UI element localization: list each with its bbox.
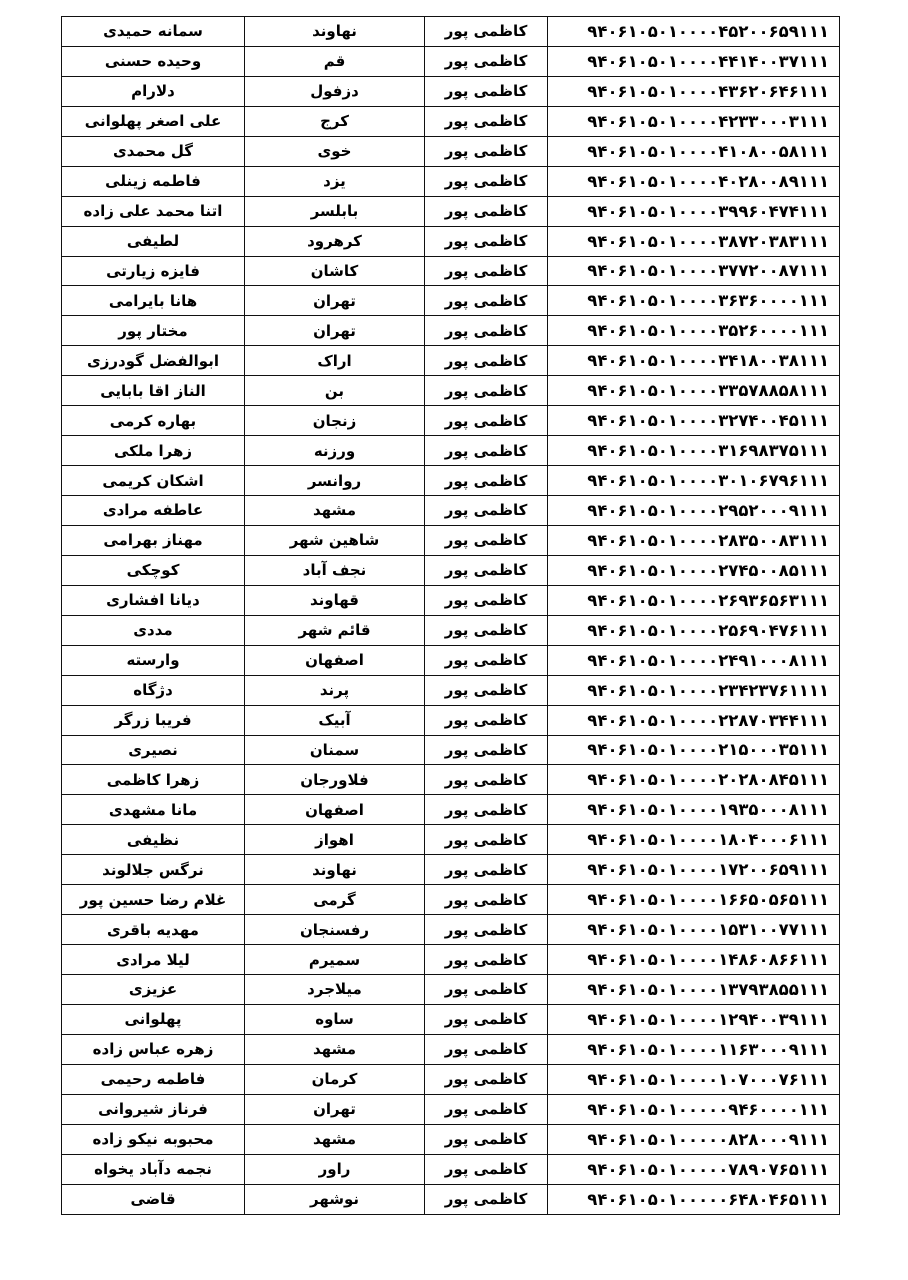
name-cell: دژگاه xyxy=(62,675,245,705)
table-row xyxy=(62,705,840,735)
code-cell: ۹۴۰۶۱۰۵۰۱۰۰۰۰۰۹۴۶۰۰۰۰۱۱۱ xyxy=(548,1094,840,1124)
table-row xyxy=(62,256,840,286)
family-cell: کاظمی پور xyxy=(425,106,548,136)
name-cell: مختار پور xyxy=(62,316,245,346)
table-row xyxy=(62,945,840,975)
city-cell: اراک xyxy=(245,346,425,376)
family-cell: کاظمی پور xyxy=(425,466,548,496)
city-cell: پرند xyxy=(245,675,425,705)
code-cell: ۹۴۰۶۱۰۵۰۱۰۰۰۰۱۹۳۵۰۰۰۸۱۱۱ xyxy=(548,795,840,825)
table-row xyxy=(62,1094,840,1124)
name-cell: فرناز شیروانی xyxy=(62,1094,245,1124)
code-cell: ۹۴۰۶۱۰۵۰۱۰۰۰۰۴۲۳۳۰۰۰۳۱۱۱ xyxy=(548,106,840,136)
table-row xyxy=(62,46,840,76)
family-cell: کاظمی پور xyxy=(425,555,548,585)
name-cell: نظیفی xyxy=(62,825,245,855)
city-cell: کرج xyxy=(245,106,425,136)
code-cell: ۹۴۰۶۱۰۵۰۱۰۰۰۰۲۱۵۰۰۰۳۵۱۱۱ xyxy=(548,735,840,765)
table-row xyxy=(62,735,840,765)
city-cell: قم xyxy=(245,46,425,76)
family-cell: کاظمی پور xyxy=(425,1124,548,1154)
name-cell: هانا بایرامی xyxy=(62,286,245,316)
table-row xyxy=(62,136,840,166)
family-cell: کاظمی پور xyxy=(425,376,548,406)
code-cell: ۹۴۰۶۱۰۵۰۱۰۰۰۰۳۶۳۶۰۰۰۰۱۱۱ xyxy=(548,286,840,316)
code-cell: ۹۴۰۶۱۰۵۰۱۰۰۰۰۲۹۵۲۰۰۰۹۱۱۱ xyxy=(548,496,840,526)
table-row xyxy=(62,196,840,226)
city-cell: اصفهان xyxy=(245,645,425,675)
name-cell: مهدیه باقری xyxy=(62,915,245,945)
code-cell: ۹۴۰۶۱۰۵۰۱۰۰۰۰۲۰۲۸۰۸۴۵۱۱۱ xyxy=(548,765,840,795)
code-cell: ۹۴۰۶۱۰۵۰۱۰۰۰۰۱۱۶۳۰۰۰۹۱۱۱ xyxy=(548,1034,840,1064)
city-cell: کرهرود xyxy=(245,226,425,256)
table-row xyxy=(62,1004,840,1034)
name-cell: قاضی xyxy=(62,1184,245,1214)
code-cell: ۹۴۰۶۱۰۵۰۱۰۰۰۰۲۳۴۲۳۷۶۱۱۱۱ xyxy=(548,675,840,705)
name-cell: کوچکی xyxy=(62,555,245,585)
code-cell: ۹۴۰۶۱۰۵۰۱۰۰۰۰۳۱۶۹۸۳۷۵۱۱۱ xyxy=(548,436,840,466)
city-cell: میلاجرد xyxy=(245,975,425,1005)
family-cell: کاظمی پور xyxy=(425,1094,548,1124)
table-row xyxy=(62,316,840,346)
city-cell: شاهین شهر xyxy=(245,525,425,555)
code-cell: ۹۴۰۶۱۰۵۰۱۰۰۰۰۳۳۵۷۸۸۵۸۱۱۱ xyxy=(548,376,840,406)
table-row xyxy=(62,1124,840,1154)
table-row xyxy=(62,1184,840,1214)
family-cell: کاظمی پور xyxy=(425,196,548,226)
city-cell: بن xyxy=(245,376,425,406)
code-cell: ۹۴۰۶۱۰۵۰۱۰۰۰۰۴۴۱۴۰۰۳۷۱۱۱ xyxy=(548,46,840,76)
table-row xyxy=(62,286,840,316)
name-cell: دلارام xyxy=(62,76,245,106)
city-cell: اهواز xyxy=(245,825,425,855)
table-row xyxy=(62,496,840,526)
table-row xyxy=(62,585,840,615)
code-cell: ۹۴۰۶۱۰۵۰۱۰۰۰۰۳۲۷۴۰۰۴۵۱۱۱ xyxy=(548,406,840,436)
name-cell: لیلا مرادی xyxy=(62,945,245,975)
code-cell: ۹۴۰۶۱۰۵۰۱۰۰۰۰۲۷۴۵۰۰۸۵۱۱۱ xyxy=(548,555,840,585)
city-cell: گرمی xyxy=(245,885,425,915)
family-cell: کاظمی پور xyxy=(425,226,548,256)
table-row xyxy=(62,825,840,855)
family-cell: کاظمی پور xyxy=(425,525,548,555)
city-cell: مشهد xyxy=(245,1034,425,1064)
code-cell: ۹۴۰۶۱۰۵۰۱۰۰۰۰۲۲۸۷۰۳۴۴۱۱۱ xyxy=(548,705,840,735)
code-cell: ۹۴۰۶۱۰۵۰۱۰۰۰۰۱۷۲۰۰۶۵۹۱۱۱ xyxy=(548,855,840,885)
code-cell: ۹۴۰۶۱۰۵۰۱۰۰۰۰۳۸۷۲۰۳۸۳۱۱۱ xyxy=(548,226,840,256)
table-row xyxy=(62,675,840,705)
city-cell: سمنان xyxy=(245,735,425,765)
name-cell: الناز اقا بابایی xyxy=(62,376,245,406)
name-cell: محبوبه نیکو زاده xyxy=(62,1124,245,1154)
code-cell: ۹۴۰۶۱۰۵۰۱۰۰۰۰۲۸۳۵۰۰۸۳۱۱۱ xyxy=(548,525,840,555)
family-cell: کاظمی پور xyxy=(425,1034,548,1064)
city-cell: خوی xyxy=(245,136,425,166)
family-cell: کاظمی پور xyxy=(425,615,548,645)
family-cell: کاظمی پور xyxy=(425,256,548,286)
code-cell: ۹۴۰۶۱۰۵۰۱۰۰۰۰۳۷۷۲۰۰۸۷۱۱۱ xyxy=(548,256,840,286)
name-cell: مددی xyxy=(62,615,245,645)
code-cell: ۹۴۰۶۱۰۵۰۱۰۰۰۰۳۴۱۸۰۰۳۸۱۱۱ xyxy=(548,346,840,376)
code-cell: ۹۴۰۶۱۰۵۰۱۰۰۰۰۴۰۲۸۰۰۸۹۱۱۱ xyxy=(548,166,840,196)
family-cell: کاظمی پور xyxy=(425,406,548,436)
code-cell: ۹۴۰۶۱۰۵۰۱۰۰۰۰۱۸۰۴۰۰۰۶۱۱۱ xyxy=(548,825,840,855)
name-cell: غلام رضا حسین پور xyxy=(62,885,245,915)
city-cell: فلاورجان xyxy=(245,765,425,795)
code-cell: ۹۴۰۶۱۰۵۰۱۰۰۰۰۰۸۲۸۰۰۰۹۱۱۱ xyxy=(548,1124,840,1154)
table-row xyxy=(62,406,840,436)
code-cell: ۹۴۰۶۱۰۵۰۱۰۰۰۰۰۶۴۸۰۴۶۵۱۱۱ xyxy=(548,1184,840,1214)
family-cell: کاظمی پور xyxy=(425,1064,548,1094)
code-cell: ۹۴۰۶۱۰۵۰۱۰۰۰۰۱۴۸۶۰۸۶۶۱۱۱ xyxy=(548,945,840,975)
city-cell: نوشهر xyxy=(245,1184,425,1214)
family-cell: کاظمی پور xyxy=(425,136,548,166)
family-cell: کاظمی پور xyxy=(425,585,548,615)
family-cell: کاظمی پور xyxy=(425,945,548,975)
code-cell: ۹۴۰۶۱۰۵۰۱۰۰۰۰۳۵۲۶۰۰۰۰۱۱۱ xyxy=(548,316,840,346)
name-cell: دیانا افشاری xyxy=(62,585,245,615)
code-cell: ۹۴۰۶۱۰۵۰۱۰۰۰۰۱۳۷۹۳۸۵۵۱۱۱ xyxy=(548,975,840,1005)
city-cell: کاشان xyxy=(245,256,425,286)
family-cell: کاظمی پور xyxy=(425,885,548,915)
code-cell: ۹۴۰۶۱۰۵۰۱۰۰۰۰۱۵۳۱۰۰۷۷۱۱۱ xyxy=(548,915,840,945)
family-cell: کاظمی پور xyxy=(425,735,548,765)
code-cell: ۹۴۰۶۱۰۵۰۱۰۰۰۰۲۴۹۱۰۰۰۸۱۱۱ xyxy=(548,645,840,675)
city-cell: نهاوند xyxy=(245,855,425,885)
table-row xyxy=(62,975,840,1005)
code-cell: ۹۴۰۶۱۰۵۰۱۰۰۰۰۰۷۸۹۰۷۶۵۱۱۱ xyxy=(548,1154,840,1184)
city-cell: ورزنه xyxy=(245,436,425,466)
table-row xyxy=(62,765,840,795)
family-cell: کاظمی پور xyxy=(425,825,548,855)
city-cell: ساوه xyxy=(245,1004,425,1034)
city-cell: تهران xyxy=(245,1094,425,1124)
city-cell: زنجان xyxy=(245,406,425,436)
code-cell: ۹۴۰۶۱۰۵۰۱۰۰۰۰۱۶۶۵۰۵۶۵۱۱۱ xyxy=(548,885,840,915)
name-cell: نصیری xyxy=(62,735,245,765)
name-cell: فایزه زیارتی xyxy=(62,256,245,286)
code-cell: ۹۴۰۶۱۰۵۰۱۰۰۰۰۲۶۹۳۶۵۶۳۱۱۱ xyxy=(548,585,840,615)
family-cell: کاظمی پور xyxy=(425,975,548,1005)
table-row xyxy=(62,525,840,555)
name-cell: فریبا زرگر xyxy=(62,705,245,735)
table-row xyxy=(62,466,840,496)
table-row xyxy=(62,436,840,466)
city-cell: راور xyxy=(245,1154,425,1184)
name-cell: بهاره کرمی xyxy=(62,406,245,436)
name-cell: اتنا محمد علی زاده xyxy=(62,196,245,226)
table-row xyxy=(62,795,840,825)
city-cell: تهران xyxy=(245,316,425,346)
table-row xyxy=(62,1034,840,1064)
code-cell: ۹۴۰۶۱۰۵۰۱۰۰۰۰۴۳۶۲۰۶۴۶۱۱۱ xyxy=(548,76,840,106)
family-cell: کاظمی پور xyxy=(425,675,548,705)
city-cell: نجف آباد xyxy=(245,555,425,585)
name-cell: لطیفی xyxy=(62,226,245,256)
name-cell: عاطفه مرادی xyxy=(62,496,245,526)
code-cell: ۹۴۰۶۱۰۵۰۱۰۰۰۰۱۲۹۴۰۰۳۹۱۱۱ xyxy=(548,1004,840,1034)
family-cell: کاظمی پور xyxy=(425,915,548,945)
family-cell: کاظمی پور xyxy=(425,436,548,466)
city-cell: کرمان xyxy=(245,1064,425,1094)
name-cell: فاطمه زینلی xyxy=(62,166,245,196)
name-cell: علی اصغر پهلوانی xyxy=(62,106,245,136)
city-cell: دزفول xyxy=(245,76,425,106)
table-row xyxy=(62,166,840,196)
name-cell: سمانه حمیدی xyxy=(62,17,245,47)
city-cell: نهاوند xyxy=(245,17,425,47)
name-cell: گل محمدی xyxy=(62,136,245,166)
family-cell: کاظمی پور xyxy=(425,1184,548,1214)
city-cell: مشهد xyxy=(245,1124,425,1154)
code-cell: ۹۴۰۶۱۰۵۰۱۰۰۰۰۱۰۷۰۰۰۷۶۱۱۱ xyxy=(548,1064,840,1094)
table-row xyxy=(62,226,840,256)
family-cell: کاظمی پور xyxy=(425,645,548,675)
family-cell: کاظمی پور xyxy=(425,166,548,196)
family-cell: کاظمی پور xyxy=(425,496,548,526)
code-cell: ۹۴۰۶۱۰۵۰۱۰۰۰۰۳۹۹۶۰۴۷۴۱۱۱ xyxy=(548,196,840,226)
family-cell: کاظمی پور xyxy=(425,1004,548,1034)
family-cell: کاظمی پور xyxy=(425,795,548,825)
table-row xyxy=(62,915,840,945)
table-row xyxy=(62,1154,840,1184)
table-row xyxy=(62,376,840,406)
name-cell: زهرا کاظمی xyxy=(62,765,245,795)
code-cell: ۹۴۰۶۱۰۵۰۱۰۰۰۰۴۱۰۸۰۰۵۸۱۱۱ xyxy=(548,136,840,166)
table-row xyxy=(62,615,840,645)
name-cell: نرگس جلالوند xyxy=(62,855,245,885)
name-cell: عزیزی xyxy=(62,975,245,1005)
code-cell: ۹۴۰۶۱۰۵۰۱۰۰۰۰۴۵۲۰۰۶۵۹۱۱۱ xyxy=(548,17,840,47)
name-cell: مانا مشهدی xyxy=(62,795,245,825)
name-cell: مهناز بهرامی xyxy=(62,525,245,555)
city-cell: یزد xyxy=(245,166,425,196)
family-cell: کاظمی پور xyxy=(425,46,548,76)
table-row xyxy=(62,885,840,915)
city-cell: قهاوند xyxy=(245,585,425,615)
table-row xyxy=(62,17,840,47)
name-cell: نجمه دآباد یخواه xyxy=(62,1154,245,1184)
table-row xyxy=(62,106,840,136)
city-cell: قائم شهر xyxy=(245,615,425,645)
name-cell: فاطمه رحیمی xyxy=(62,1064,245,1094)
code-cell: ۹۴۰۶۱۰۵۰۱۰۰۰۰۲۵۶۹۰۴۷۶۱۱۱ xyxy=(548,615,840,645)
family-cell: کاظمی پور xyxy=(425,855,548,885)
city-cell: تهران xyxy=(245,286,425,316)
city-cell: مشهد xyxy=(245,496,425,526)
name-cell: زهره عباس زاده xyxy=(62,1034,245,1064)
code-cell: ۹۴۰۶۱۰۵۰۱۰۰۰۰۳۰۱۰۶۷۹۶۱۱۱ xyxy=(548,466,840,496)
city-cell: روانسر xyxy=(245,466,425,496)
roster-body xyxy=(62,17,840,1215)
name-cell: ابوالفضل گودرزی xyxy=(62,346,245,376)
name-cell: پهلوانی xyxy=(62,1004,245,1034)
city-cell: سمیرم xyxy=(245,945,425,975)
family-cell: کاظمی پور xyxy=(425,76,548,106)
table-row xyxy=(62,555,840,585)
table-row xyxy=(62,855,840,885)
roster-table xyxy=(61,16,840,1215)
city-cell: آبیک xyxy=(245,705,425,735)
city-cell: رفسنجان xyxy=(245,915,425,945)
family-cell: کاظمی پور xyxy=(425,705,548,735)
family-cell: کاظمی پور xyxy=(425,765,548,795)
table-row xyxy=(62,1064,840,1094)
family-cell: کاظمی پور xyxy=(425,286,548,316)
table-row xyxy=(62,76,840,106)
family-cell: کاظمی پور xyxy=(425,346,548,376)
family-cell: کاظمی پور xyxy=(425,316,548,346)
city-cell: بابلسر xyxy=(245,196,425,226)
city-cell: اصفهان xyxy=(245,795,425,825)
table-row xyxy=(62,346,840,376)
family-cell: کاظمی پور xyxy=(425,17,548,47)
name-cell: وحیده حسنی xyxy=(62,46,245,76)
name-cell: وارسته xyxy=(62,645,245,675)
table-row xyxy=(62,645,840,675)
name-cell: اشکان کریمی xyxy=(62,466,245,496)
family-cell: کاظمی پور xyxy=(425,1154,548,1184)
name-cell: زهرا ملکی xyxy=(62,436,245,466)
